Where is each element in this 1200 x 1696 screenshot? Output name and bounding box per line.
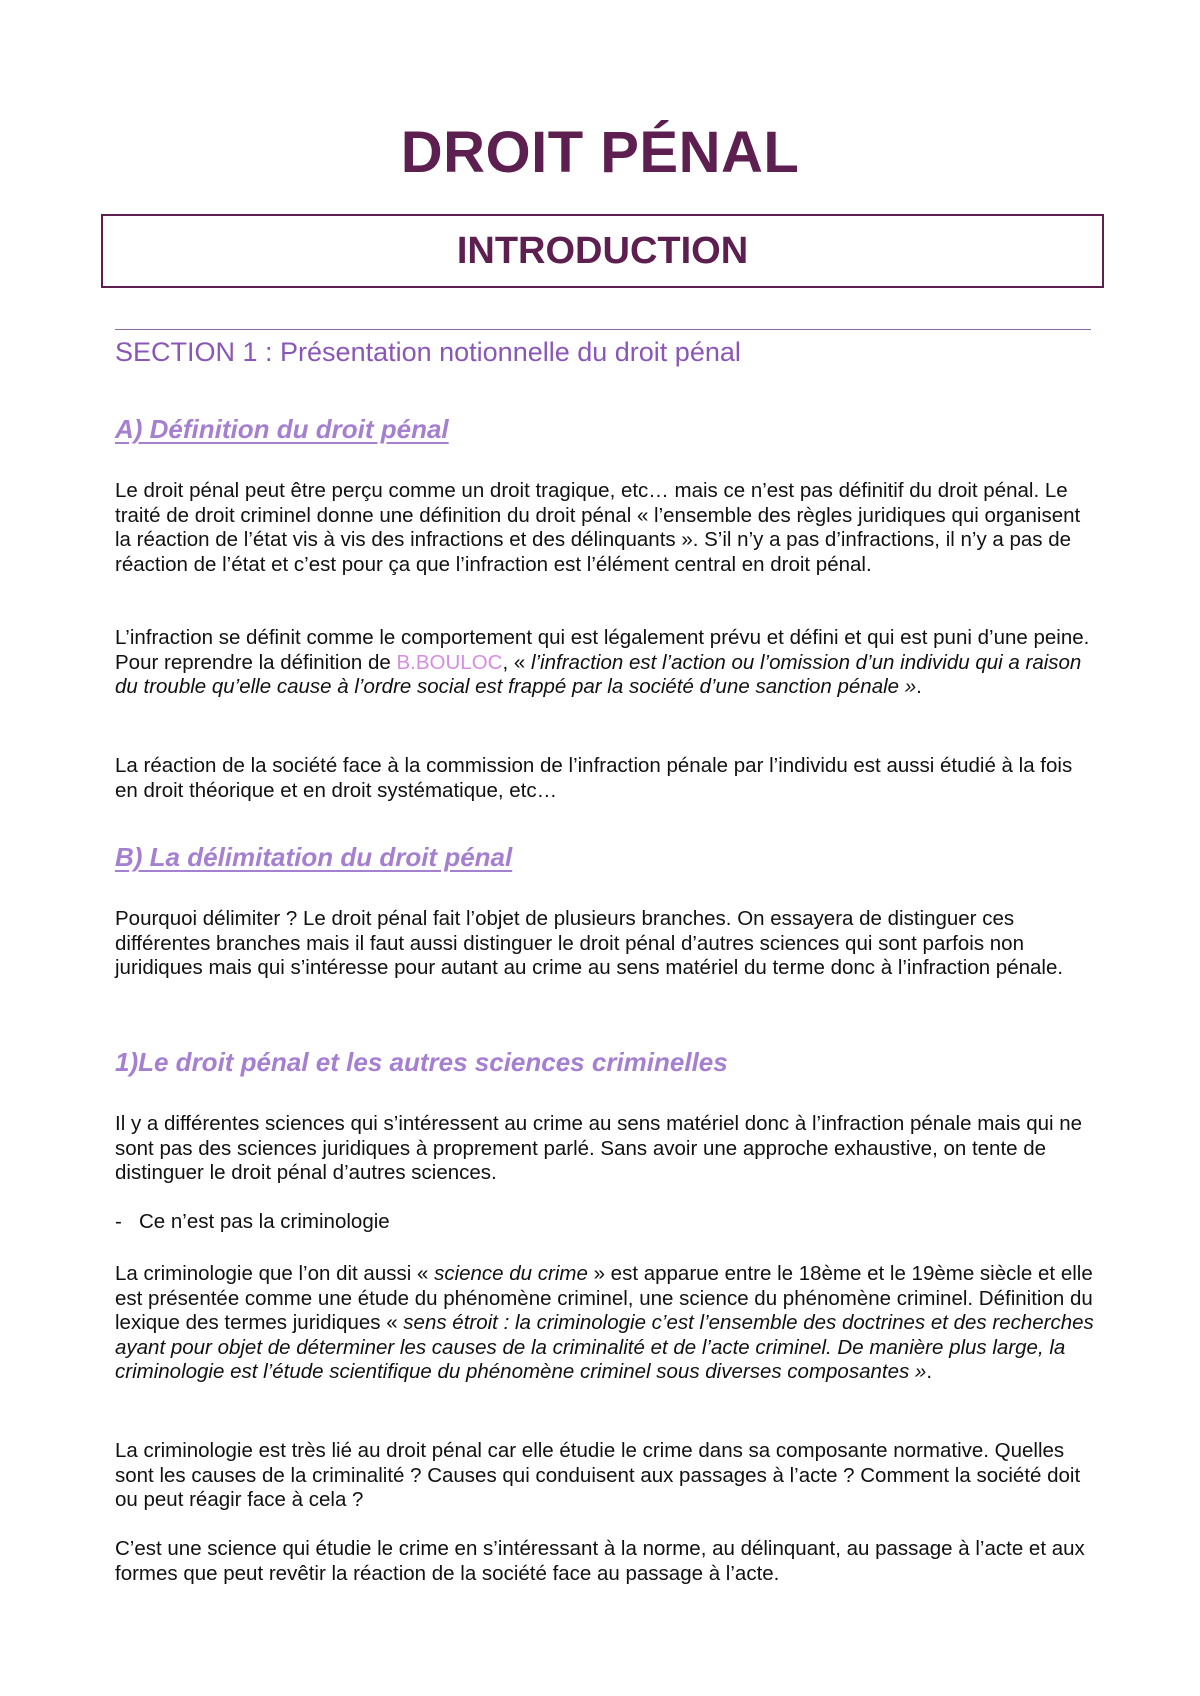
paragraph-s1-3: La criminologie est très lié au droit pénal car elle étudie le crime dans sa composante normative. Quelles sont les causes de la criminalité ? Causes qui conduisent aux passages à l’acte ? Comment la société doit ou peut réagir face à cela ? xyxy=(115,1439,1081,1512)
section-title: SECTION 1 : Présentation notionnelle du droit pénal xyxy=(115,337,741,367)
list-item-text: Ce n’est pas la criminologie xyxy=(139,1210,390,1233)
paragraph-s1-2-mid: » est apparue entre le 18ème et le 19ème siècle et elle est présentée comme une étude du phénomène criminel, une science du phénomène criminel. Définition du lexique des termes juridiques « xyxy=(115,1262,1093,1335)
quote-science-du-crime: science du crime xyxy=(434,1262,588,1285)
quote-lexique-definition: sens étroit : la criminologie c’est l’ensemble des doctrines et des recherches ayant pour objet de déterminer les causes de la criminalité et de l’acte criminel. De manière plus large, la criminologie est l’étude scientifique du phénomène criminel sous diverses composantes » xyxy=(115,1311,1094,1384)
paragraph-s1-2-start: La criminologie que l’on dit aussi « xyxy=(115,1262,435,1285)
paragraph-s1-2-end: . xyxy=(926,1360,933,1384)
paragraph-a2-end: . xyxy=(916,675,922,699)
list-item xyxy=(115,1210,390,1235)
paragraph-s1-4: C’est une science qui étudie le crime en s’intéressant à la norme, au délinquant, au passage à l’acte et aux formes que peut revêtir la réaction de la société face au passage à l’acte. xyxy=(115,1537,1085,1585)
section-divider xyxy=(115,329,1091,330)
heading-part-b: B) La délimitation du droit pénal xyxy=(115,842,513,872)
paragraph-s1-1: Il y a différentes sciences qui s’intéressent au crime au sens matériel donc à l’infraction pénale mais qui ne sont pas des sciences juridiques à proprement parlé. Sans avoir une approche exhaustive, on tente de distinguer le droit pénal d’autres sciences. xyxy=(115,1112,1083,1185)
paragraph-a3: La réaction de la société face à la commission de l’infraction pénale par l’individu est aussi étudié à la fois en droit théorique et en droit systématique, etc… xyxy=(115,754,1073,802)
document-title: DROIT PÉNAL xyxy=(400,120,800,185)
paragraph-a2-start: L’infraction se définit comme le comportement qui est légalement prévu et défini et qui est puni d’une peine. Pour reprendre la définition de xyxy=(115,626,1090,674)
chapter-box xyxy=(101,214,1104,288)
list-dash: - xyxy=(115,1210,122,1233)
heading-subsection-1: 1)Le droit pénal et les autres sciences criminelles xyxy=(115,1047,728,1077)
paragraph-b1: Pourquoi délimiter ? Le droit pénal fait l’objet de plusieurs branches. On essayera de distinguer ces différentes branches mais il faut aussi distinguer le droit pénal d’autres sciences qui sont parfois non juridiques mais qui s’intéresse pour autant au crime au sens matériel du terme donc à l’infraction pénale. xyxy=(115,907,1064,980)
paragraph-a2 xyxy=(115,626,1100,700)
paragraph-a2-mid: , « xyxy=(502,650,531,674)
quote-definition: l’infraction est l’action ou l’omission d’un individu qui a raison du trouble qu’elle cause à l’ordre social est frappé par la société d’une sanction pénale » xyxy=(115,650,1082,699)
chapter-title: INTRODUCTION xyxy=(456,229,749,272)
paragraph-s1-2 xyxy=(115,1262,1100,1385)
paragraph-a1: Le droit pénal peut être perçu comme un droit tragique, etc… mais ce n’est pas définitif du droit pénal. Le traité de droit criminel donne une définition du droit pénal « l’ensemble des règles juridiques qui organisent la réaction de l’état vis à vis des infractions et des délinquants ». S’il n’y a pas d’infractions, il n’y a pas de réaction de l’état et c’est pour ça que l’infraction est l’élément central en droit pénal. xyxy=(115,479,1081,576)
author-reference: B.BOULOC xyxy=(396,650,503,674)
heading-part-a: A) Définition du droit pénal xyxy=(115,414,449,444)
